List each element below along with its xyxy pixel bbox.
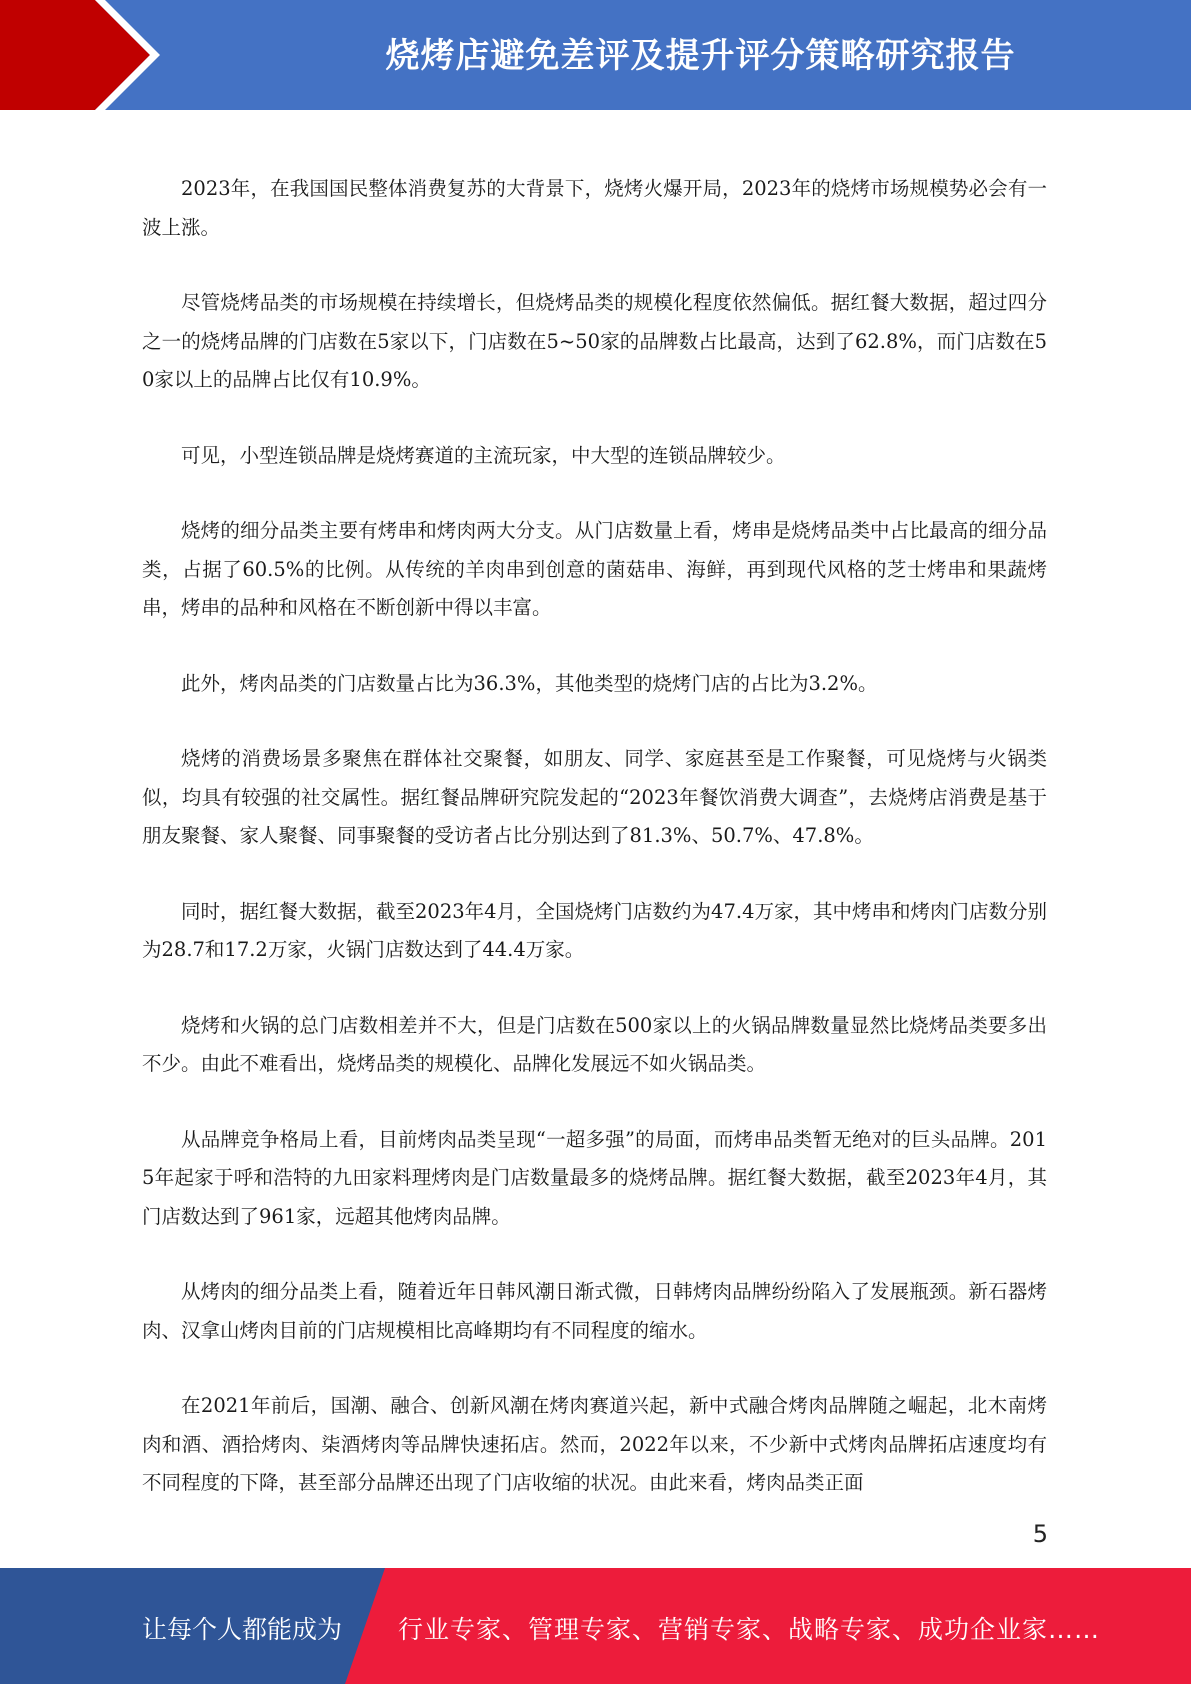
- paragraph: 烧烤的细分品类主要有烤串和烤肉两大分支。从门店数量上看，烤串是烧烤品类中占比最高的细分品类，占据了60.5%的比例。从传统的羊肉串到创意的菌菇串、海鲜，再到现代风格的芝士烤串和果蔬烤串，烤串的品种和风格在不断创新中得以丰富。: [142, 519, 1047, 619]
- page-footer: [0, 1568, 1191, 1684]
- paragraph: 烧烤和火锅的总门店数相差并不大，但是门店数在500家以上的火锅品牌数量显然比烧烤品类要多出不少。由此不难看出，烧烤品类的规模化、品牌化发展远不如火锅品类。: [142, 1013, 1047, 1075]
- footer-slogan-lead: 让每个人都能成为: [142, 1615, 343, 1644]
- paragraph: 从品牌竞争格局上看，目前烤肉品类呈现“一超多强”的局面，而烤串品类暂无绝对的巨头品牌。2015年起家于呼和浩特的九田家料理烤肉是门店数量最多的烧烤品牌。据红餐大数据，截至2023年4月，其门店数达到了961家，远超其他烤肉品牌。: [142, 1127, 1047, 1228]
- paragraph: 尽管烧烤品类的市场规模在持续增长，但烧烤品类的规模化程度依然偏低。据红餐大数据，超过四分之一的烧烤品牌的门店数在5家以下，门店数在5~50家的品牌数占比最高，达到了62.8%，而门店数在50家以上的品牌占比仅有10.9%。: [142, 291, 1047, 391]
- footer-slogan-roles: 行业专家、管理专家、营销专家、战略专家、成功企业家……: [398, 1615, 1101, 1644]
- paragraph: 同时，据红餐大数据，截至2023年4月，全国烧烤门店数约为47.4万家，其中烤串和烤肉门店数分别为28.7和17.2万家，火锅门店数达到了44.4万家。: [142, 899, 1047, 961]
- paragraph: 烧烤的消费场景多聚焦在群体社交聚餐，如朋友、同学、家庭甚至是工作聚餐，可见烧烤与火锅类似，均具有较强的社交属性。据红餐品牌研究院发起的“2023年餐饮消费大调查”，去烧烤店消费是基于朋友聚餐、家人聚餐、同事聚餐的受访者占比分别达到了81.3%、50.7%、47.8%。: [142, 747, 1047, 847]
- document-title: 烧烤店避免差评及提升评分策略研究报告: [385, 36, 1016, 76]
- paragraph: 从烤肉的细分品类上看，随着近年日韩风潮日渐式微，日韩烤肉品牌纷纷陷入了发展瓶颈。新石器烤肉、汉拿山烤肉目前的门店规模相比高峰期均有不同程度的缩水。: [142, 1280, 1047, 1342]
- report-body: [142, 170, 1047, 1540]
- paragraph: 2023年，在我国国民整体消费复苏的大背景下，烧烤火爆开局，2023年的烧烤市场规模势必会有一波上涨。: [142, 177, 1047, 239]
- paragraph: 可见，小型连锁品牌是烧烤赛道的主流玩家，中大型的连锁品牌较少。: [181, 443, 786, 467]
- page-number: 5: [1032, 1520, 1048, 1548]
- page-header: [0, 0, 1191, 110]
- paragraph: 在2021年前后，国潮、融合、创新风潮在烤肉赛道兴起，新中式融合烤肉品牌随之崛起，北木南烤肉和酒、酒拾烤肉、柒酒烤肉等品牌快速拓店。然而，2022年以来，不少新中式烤肉品牌拓店速度均有不同程度的下降，甚至部分品牌还出现了门店收缩的状况。由此来看，烤肉品类正面: [142, 1394, 1047, 1494]
- header-arrow-decoration: [0, 0, 200, 110]
- paragraph: 此外，烤肉品类的门店数量占比为36.3%，其他类型的烧烤门店的占比为3.2%。: [181, 671, 878, 695]
